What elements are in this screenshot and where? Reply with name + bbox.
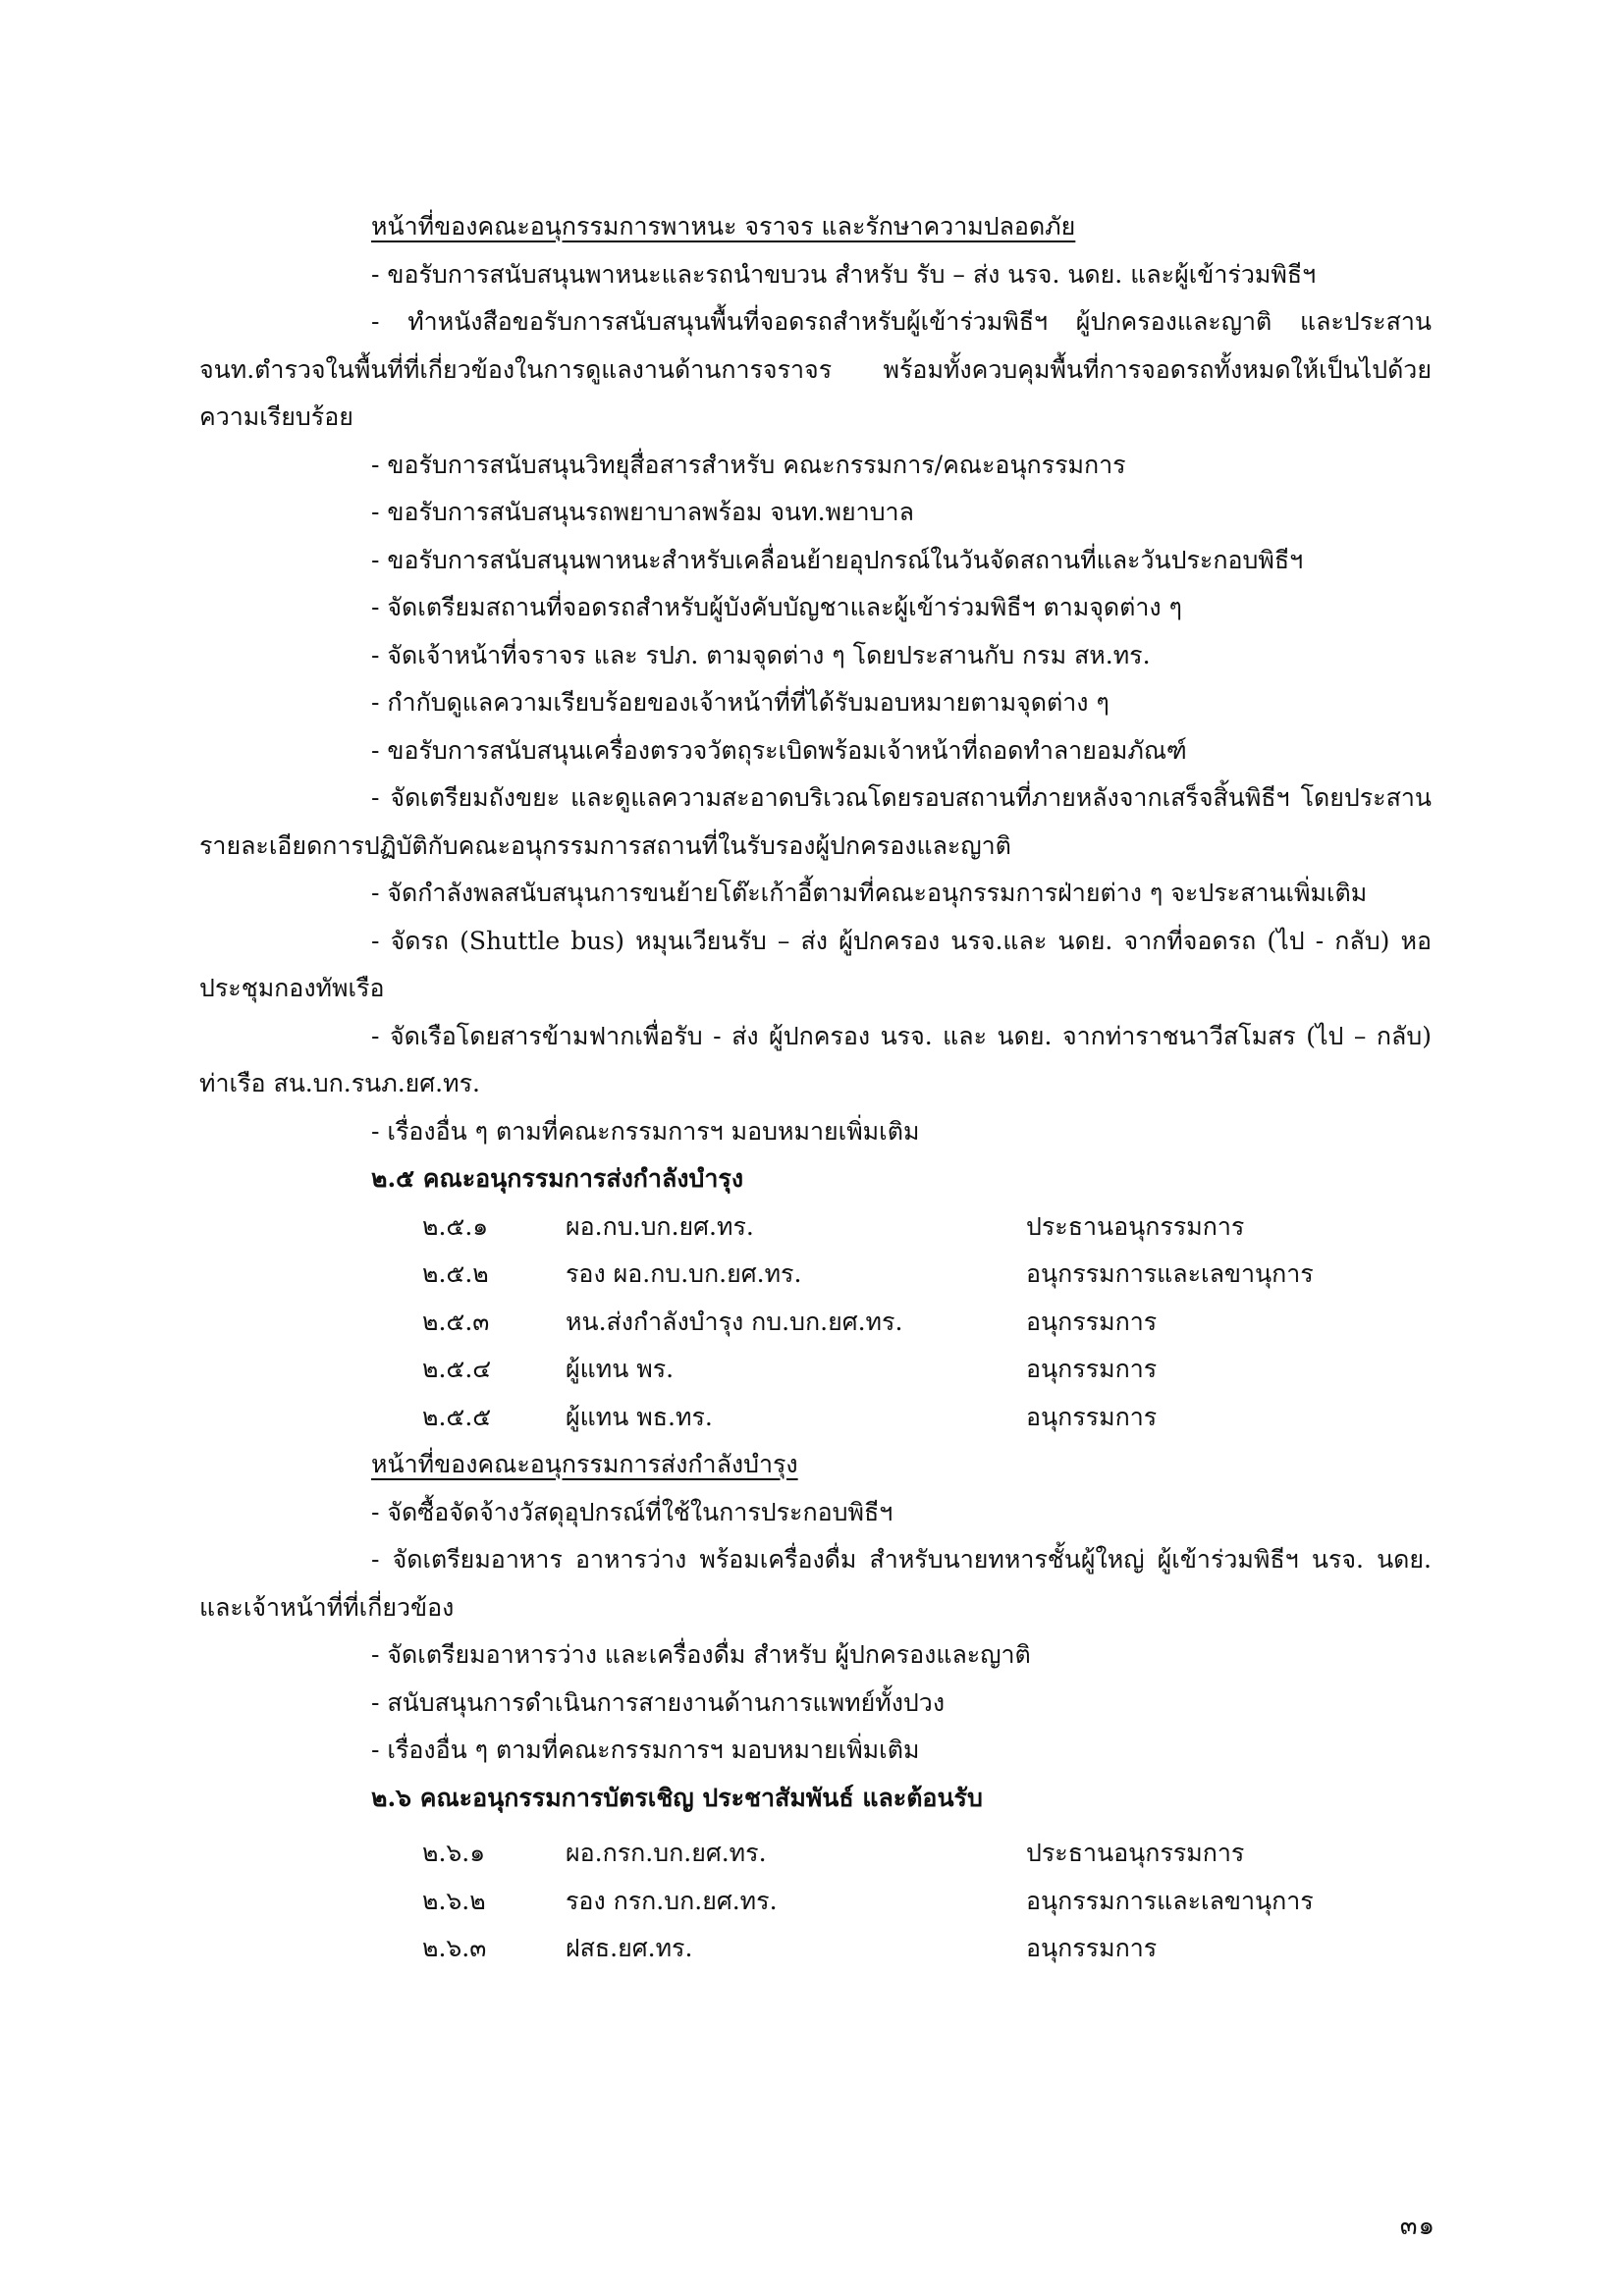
duty-item: - จัดรถ (Shuttle bus) หมุนเวียนรับ – ส่ง ผู้ปกครอง นรจ.และ นดย. จากที่จอดรถ (ไป - กลับ) หอประชุมกองทัพเรือ: [199, 926, 1432, 1002]
member-role: อนุกรรมการ: [1026, 1307, 1158, 1336]
member-row: [199, 1394, 1432, 1442]
duty-item: - จัดเตรียมอาหารว่าง และเครื่องดื่ม สำหรับ ผู้ปกครองและญาติ: [371, 1640, 1031, 1669]
member-number: ๒.๖.๑: [422, 1839, 486, 1867]
duty-item: - ขอรับการสนับสนุนพาหนะสำหรับเคลื่อนย้ายอุปกรณ์ในวันจัดสถานที่และวันประกอบพิธีฯ: [371, 545, 1304, 574]
member-name: ผอ.กรก.บก.ยศ.ทร.: [566, 1839, 767, 1867]
member-number: ๒.๕.๔: [422, 1355, 492, 1383]
duty-item: - ขอรับการสนับสนุนเครื่องตรวจวัตถุระเบิดพร้อมเจ้าหน้าที่ถอดทำลายอมภัณฑ์: [371, 735, 1187, 765]
member-row: [199, 1830, 1432, 1878]
member-name: ผู้แทน พร.: [566, 1355, 675, 1383]
duty-item: - จัดซื้อจัดจ้างวัสดุอุปกรณ์ที่ใช้ในการประกอบพิธีฯ: [371, 1497, 893, 1526]
duty-item: - จัดเตรียมอาหาร อาหารว่าง พร้อมเครื่องดื่ม สำหรับนายทหารชั้นผู้ใหญ่ ผู้เข้าร่วมพิธีฯ นรจ. นดย. และเจ้าหน้าที่ที่เกี่ยวข้อง: [199, 1545, 1432, 1622]
duty-item: - สนับสนุนการดำเนินการสายงานด้านการแพทย์ทั้งปวง: [371, 1687, 946, 1717]
member-row: [199, 1878, 1432, 1926]
member-row: [199, 1925, 1432, 1973]
invitation-section-title: ๒.๖ คณะอนุกรรมการบัตรเชิญ ประชาสัมพันธ์ และต้อนรับ: [371, 1783, 983, 1812]
member-number: ๒.๕.๑: [422, 1211, 489, 1241]
member-number: ๒.๕.๓: [422, 1307, 490, 1336]
member-number: ๒.๕.๕: [422, 1402, 492, 1431]
duty-item: - ทำหนังสือขอรับการสนับสนุนพื้นที่จอดรถสำหรับผู้เข้าร่วมพิธีฯ ผู้ปกครองและญาติ และประสาน จนท.ตำรวจในพื้นที่ที่เกี่ยวข้องในการดูแลงานด้านการจราจร พร้อมทั้งควบคุมพื้นที่การจอดรถทั้งหมดให้เป็นไปด้วยความเรียบร้อย: [199, 307, 1432, 431]
member-role: อนุกรรมการ: [1026, 1402, 1158, 1431]
member-name: รอง กรก.บก.ยศ.ทร.: [566, 1886, 778, 1915]
spacer: [199, 1822, 1432, 1830]
supply-duties-heading: หน้าที่ของคณะอนุกรรมการส่งกำลังบำรุง: [371, 1450, 798, 1478]
member-name: ผู้แทน พธ.ทร.: [566, 1402, 713, 1431]
duty-item: - ขอรับการสนับสนุนพาหนะและรถนำขบวน สำหรับ รับ – ส่ง นรจ. นดย. และผู้เข้าร่วมพิธีฯ: [371, 259, 1317, 289]
supply-section-title: ๒.๕ คณะอนุกรรมการส่งกำลังบำรุง: [371, 1164, 744, 1193]
member-role: อนุกรรมการ: [1026, 1934, 1158, 1962]
duty-item: - จัดเรือโดยสารข้ามฟากเพื่อรับ - ส่ง ผู้ปกครอง นรจ. และ นดย. จากท่าราชนาวีสโมสร (ไป – กลับ) ท่าเรือ สน.บก.รนภ.ยศ.ทร.: [199, 1021, 1432, 1097]
member-name: รอง ผอ.กบ.บก.ยศ.ทร.: [566, 1259, 802, 1288]
member-name: ฝสธ.ยศ.ทร.: [566, 1934, 693, 1962]
member-role: อนุกรรมการและเลขานุการ: [1026, 1259, 1314, 1288]
member-row: [199, 1203, 1432, 1252]
member-name: ผอ.กบ.บก.ยศ.ทร.: [566, 1211, 754, 1241]
member-role: อนุกรรมการ: [1026, 1355, 1158, 1383]
duty-item: - จัดกำลังพลสนับสนุนการขนย้ายโต๊ะเก้าอี้ตามที่คณะอนุกรรมการฝ่ายต่าง ๆ จะประสานเพิ่มเติม: [371, 879, 1368, 907]
duty-item: - จัดเตรียมถังขยะ และดูแลความสะอาดบริเวณโดยรอบสถานที่ภายหลังจากเสร็จสิ้นพิธีฯ โดยประสานรายละเอียดการปฏิบัติกับคณะอนุกรรมการสถานที่ในรับรองผู้ปกครองและญาติ: [199, 783, 1432, 860]
member-number: ๒.๖.๓: [422, 1934, 487, 1962]
member-role: อนุกรรมการและเลขานุการ: [1026, 1886, 1314, 1915]
member-row: [199, 1299, 1432, 1347]
document-body: [199, 203, 1432, 1973]
member-number: ๒.๕.๒: [422, 1259, 489, 1288]
duty-item: - เรื่องอื่น ๆ ตามที่คณะกรรมการฯ มอบหมายเพิ่มเติม: [371, 1735, 920, 1764]
duty-item: - จัดเจ้าหน้าที่จราจร และ รปภ. ตามจุดต่าง ๆ โดยประสานกับ กรม สห.ทร.: [371, 640, 1151, 669]
member-row: [199, 1251, 1432, 1299]
member-number: ๒.๖.๒: [422, 1886, 486, 1915]
member-name: หน.ส่งกำลังบำรุง กบ.บก.ยศ.ทร.: [566, 1307, 903, 1336]
member-role: ประธานอนุกรรมการ: [1026, 1211, 1245, 1241]
duty-item: - จัดเตรียมสถานที่จอดรถสำหรับผู้บังคับบัญชาและผู้เข้าร่วมพิธีฯ ตามจุดต่าง ๆ: [371, 593, 1182, 621]
duty-item: - ขอรับการสนับสนุนวิทยุสื่อสารสำหรับ คณะกรรมการ/คณะอนุกรรมการ: [371, 450, 1126, 479]
member-row: [199, 1346, 1432, 1394]
traffic-duties-heading: หน้าที่ของคณะอนุกรรมการพาหนะ จราจร และรักษาความปลอดภัย: [371, 212, 1076, 240]
duty-item: - เรื่องอื่น ๆ ตามที่คณะกรรมการฯ มอบหมายเพิ่มเติม: [371, 1116, 920, 1146]
duty-item: - กำกับดูแลความเรียบร้อยของเจ้าหน้าที่ที่ได้รับมอบหมายตามจุดต่าง ๆ: [371, 688, 1110, 717]
member-role: ประธานอนุกรรมการ: [1026, 1839, 1245, 1867]
page-number: ๓๑: [1399, 2212, 1435, 2241]
duty-item: - ขอรับการสนับสนุนรถพยาบาลพร้อม จนท.พยาบาล: [371, 498, 914, 526]
